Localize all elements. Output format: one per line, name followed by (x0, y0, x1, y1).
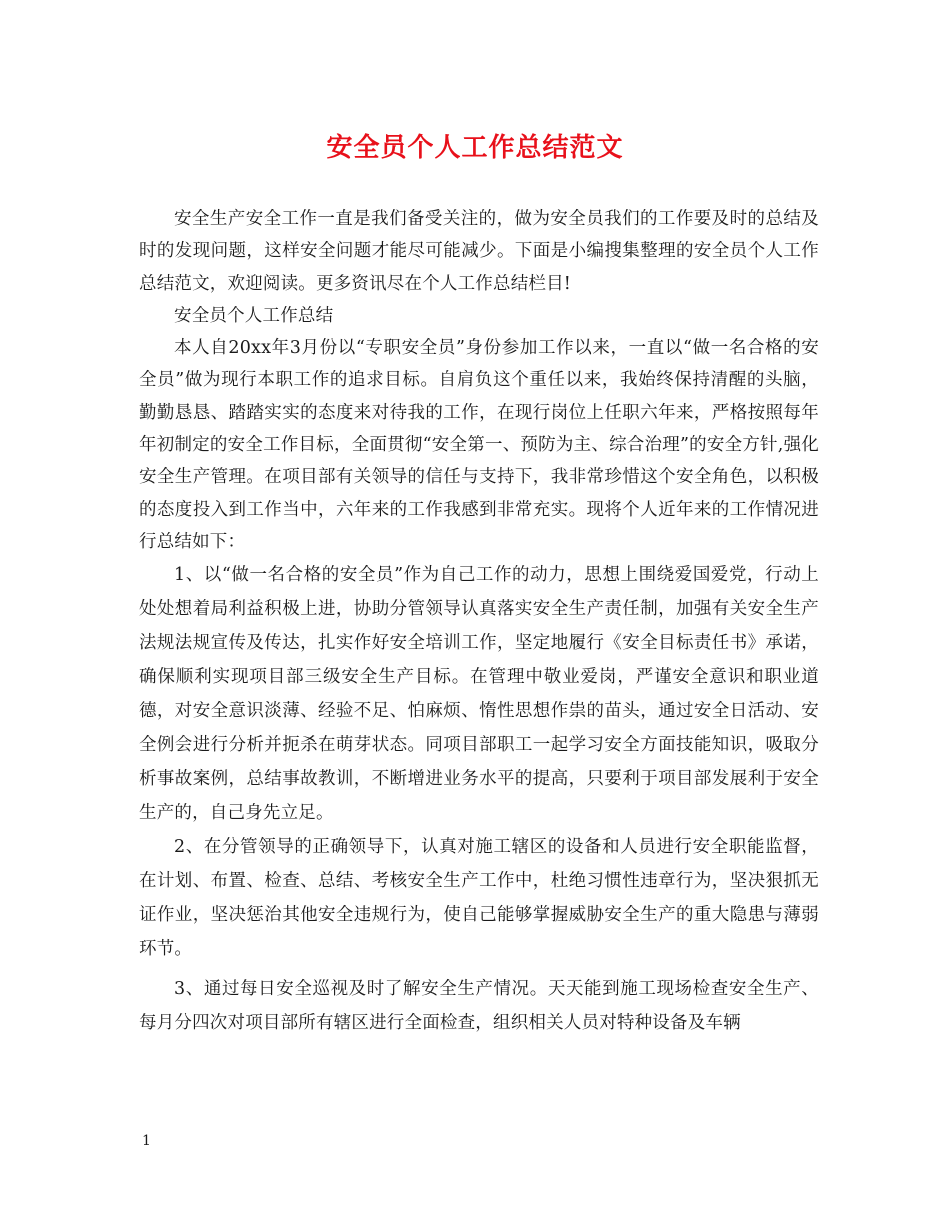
document-body (139, 203, 819, 1040)
paragraph-subheading: 安全员个人工作总结 (174, 305, 334, 326)
paragraph-item-1: 1、以“做一名合格的安全员”作为自己工作的动力，思想上围绕爱国爱党，行动上处处想着局利益积极上进，协助分管领导认真落实安全生产责任制，加强有关安全生产法规法规宣传及传达，扎实作好安全培训工作，坚定地履行《安全目标责任书》承诺，确保顺利实现项目部三级安全生产目标。在管理中敬业爱岗，严谨安全意识和职业道德，对安全意识淡薄、经验不足、怕麻烦、惰性思想作祟的苗头，通过安全日活动、安全例会进行分析并扼杀在萌芽状态。同项目部职工一起学习安全方面技能知识，吸取分析事故案例，总结事故教训，不断增进业务水平的提高，只要利于项目部发展利于安全生产的，自己身先立足。 (139, 565, 819, 824)
paragraph-intro: 安全生产安全工作一直是我们备受关注的，做为安全员我们的工作要及时的总结及时的发现问题，这样安全问题才能尽可能减少。下面是小编搜集整理的安全员个人工作总结范文，欢迎阅读。更多资讯尽在个人工作总结栏目! (139, 209, 819, 294)
paragraph-item-2: 2、在分管领导的正确领导下，认真对施工辖区的设备和人员进行安全职能监督，在计划、布置、检查、总结、考核安全生产工作中，杜绝习惯性违章行为，坚决狠抓无证作业，坚决惩治其他安全违规行为，使自己能够掌握威胁安全生产的重大隐患与薄弱环节。 (139, 837, 819, 960)
paragraph-overview: 本人自20xx年3月份以“专职安全员”身份参加工作以来，一直以“做一名合格的安全员”做为现行本职工作的追求目标。自肩负这个重任以来，我始终保持清醒的头脑，勤勤恳恳、踏踏实实的态度来对待我的工作，在现行岗位上任职六年来，严格按照每年年初制定的安全工作目标，全面贯彻“安全第一、预防为主、综合治理”的安全方针,强化安全生产管理。在项目部有关领导的信任与支持下，我非常珍惜这个安全角色，以积极的态度投入到工作当中，六年来的工作我感到非常充实。现将个人近年来的工作情况进行总结如下： (139, 338, 819, 552)
paragraph-item-3: 3、通过每日安全巡视及时了解安全生产情况。天天能到施工现场检查安全生产、每月分四次对项目部所有辖区进行全面检查，组织相关人员对特种设备及车辆 (139, 979, 819, 1034)
page-number: 1 (142, 1133, 151, 1149)
document-title: 安全员个人工作总结范文 (326, 133, 624, 163)
